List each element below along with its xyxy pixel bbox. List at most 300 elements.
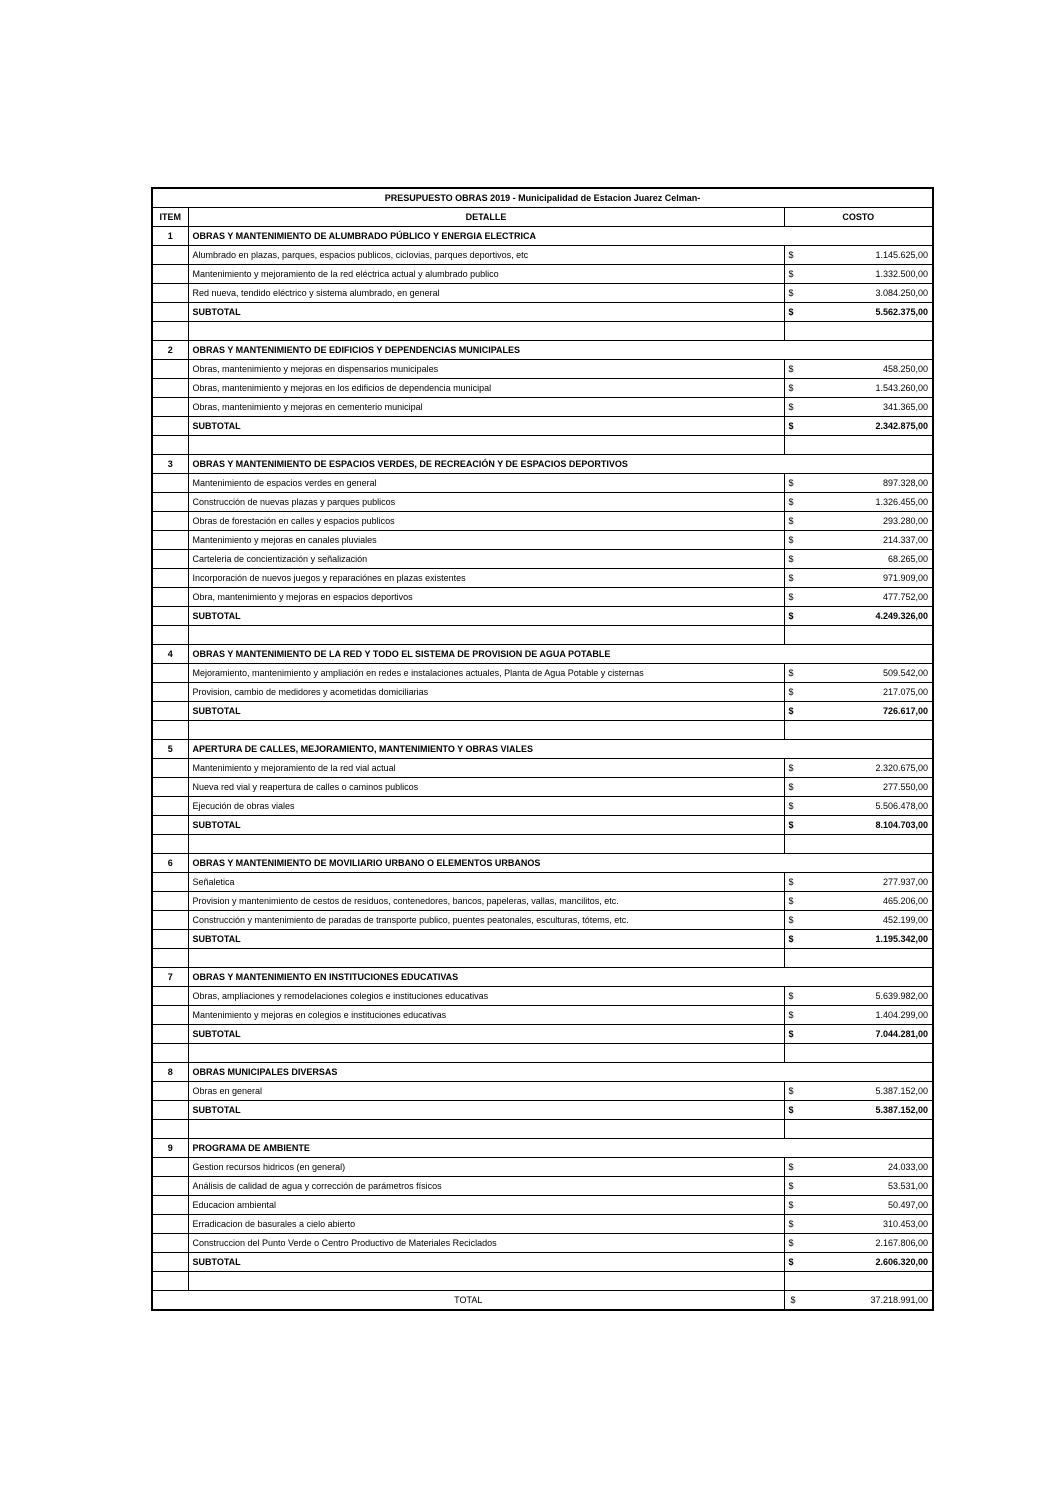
subtotal-cost-value: 7.044.281,00 xyxy=(875,1029,929,1039)
line-item-cost-value: 293.280,00 xyxy=(882,516,929,526)
line-item-detail: Alumbrado en plazas, parques, espacios publicos, ciclovias, parques deportivos, etc xyxy=(188,246,784,265)
line-item-cost-value: 897.328,00 xyxy=(882,478,929,488)
line-item-cost-value: 217.075,00 xyxy=(882,687,929,697)
subtotal-cost-value: 5.387.152,00 xyxy=(875,1105,929,1115)
subtotal-label: SUBTOTAL xyxy=(188,1253,784,1272)
line-item-cost xyxy=(784,664,933,683)
line-item-cost-value: 458.250,00 xyxy=(882,364,929,374)
line-item-cost-value: 214.337,00 xyxy=(882,535,929,545)
total-value: 37.218.991,00 xyxy=(870,1295,929,1305)
spacer-cell xyxy=(784,436,933,455)
line-item-detail: Mantenimiento y mejoras en canales pluviales xyxy=(188,531,784,550)
spacer-row xyxy=(152,626,933,645)
currency-symbol: $ xyxy=(788,1086,794,1096)
line-item-blank xyxy=(152,1177,188,1196)
line-item-cost-value: 24.033,00 xyxy=(887,1162,929,1172)
spacer-cell xyxy=(152,721,188,740)
line-item-row xyxy=(152,683,933,702)
currency-symbol: $ xyxy=(788,250,794,260)
line-item-cost-value: 50.497,00 xyxy=(887,1200,929,1210)
line-item-cost xyxy=(784,987,933,1006)
header-item: ITEM xyxy=(152,208,188,227)
line-item-row xyxy=(152,1234,933,1253)
section-name: OBRAS Y MANTENIMIENTO EN INSTITUCIONES EDUCATIVAS xyxy=(188,968,933,987)
spacer-cell xyxy=(152,1120,188,1139)
line-item-cost xyxy=(784,379,933,398)
line-item-row xyxy=(152,759,933,778)
spacer-cell xyxy=(152,626,188,645)
spacer-row xyxy=(152,835,933,854)
currency-symbol: $ xyxy=(788,706,794,716)
line-item-blank xyxy=(152,512,188,531)
line-item-detail: Erradicacion de basurales a cielo abierto xyxy=(188,1215,784,1234)
spacer-cell xyxy=(784,721,933,740)
spacer-cell xyxy=(152,949,188,968)
line-item-blank xyxy=(152,1234,188,1253)
line-item-detail: Construccion del Punto Verde o Centro Productivo de Materiales Reciclados xyxy=(188,1234,784,1253)
line-item-cost xyxy=(784,246,933,265)
subtotal-cost xyxy=(784,702,933,721)
spacer-cell xyxy=(784,626,933,645)
line-item-cost xyxy=(784,550,933,569)
line-item-blank xyxy=(152,1082,188,1101)
spacer-cell xyxy=(188,1120,784,1139)
section-item-number: 9 xyxy=(152,1139,188,1158)
line-item-cost xyxy=(784,759,933,778)
line-item-detail: Obras, mantenimiento y mejoras en los edificios de dependencia municipal xyxy=(188,379,784,398)
section-name: OBRAS MUNICIPALES DIVERSAS xyxy=(188,1063,933,1082)
line-item-row xyxy=(152,398,933,417)
line-item-cost xyxy=(784,493,933,512)
subtotal-blank xyxy=(152,1025,188,1044)
line-item-blank xyxy=(152,1215,188,1234)
spacer-cell xyxy=(188,626,784,645)
line-item-cost-value: 310.453,00 xyxy=(882,1219,929,1229)
subtotal-row xyxy=(152,303,933,322)
subtotal-cost-value: 2.606.320,00 xyxy=(875,1257,929,1267)
line-item-cost-value: 971.909,00 xyxy=(882,573,929,583)
subtotal-blank xyxy=(152,303,188,322)
line-item-cost-value: 5.387.152,00 xyxy=(875,1086,929,1096)
line-item-cost xyxy=(784,569,933,588)
subtotal-row xyxy=(152,930,933,949)
line-item-cost xyxy=(784,1177,933,1196)
spacer-cell xyxy=(152,1272,188,1291)
subtotal-cost-value: 1.195.342,00 xyxy=(875,934,929,944)
line-item-detail: Red nueva, tendido eléctrico y sistema alumbrado, en general xyxy=(188,284,784,303)
spacer-cell xyxy=(784,1044,933,1063)
line-item-detail: Obra, mantenimiento y mejoras en espacios deportivos xyxy=(188,588,784,607)
currency-symbol: $ xyxy=(788,782,794,792)
currency-symbol: $ xyxy=(788,896,794,906)
subtotal-cost-value: 726.617,00 xyxy=(882,706,929,716)
spacer-row xyxy=(152,1120,933,1139)
line-item-blank xyxy=(152,892,188,911)
currency-symbol: $ xyxy=(788,1162,794,1172)
currency-symbol: $ xyxy=(788,364,794,374)
line-item-detail: Construcción y mantenimiento de paradas de transporte publico, puentes peatonales, esculturas, tótems, etc. xyxy=(188,911,784,930)
line-item-cost xyxy=(784,588,933,607)
currency-symbol: $ xyxy=(788,478,794,488)
title-row xyxy=(152,188,933,208)
currency-symbol: $ xyxy=(788,307,794,317)
budget-table xyxy=(151,187,934,1311)
line-item-detail: Mantenimiento y mejoramiento de la red eléctrica actual y alumbrado publico xyxy=(188,265,784,284)
currency-symbol: $ xyxy=(788,1219,794,1229)
total-cost xyxy=(784,1291,933,1311)
total-row xyxy=(152,1291,933,1311)
currency-symbol: $ xyxy=(788,668,794,678)
section-item-number: 8 xyxy=(152,1063,188,1082)
line-item-cost xyxy=(784,1196,933,1215)
currency-symbol: $ xyxy=(788,516,794,526)
line-item-blank xyxy=(152,778,188,797)
header-detalle: DETALLE xyxy=(188,208,784,227)
line-item-blank xyxy=(152,683,188,702)
line-item-cost xyxy=(784,892,933,911)
line-item-cost xyxy=(784,360,933,379)
line-item-detail: Análisis de calidad de agua y corrección de parámetros físicos xyxy=(188,1177,784,1196)
line-item-cost xyxy=(784,778,933,797)
line-item-cost-value: 3.084.250,00 xyxy=(875,288,929,298)
line-item-blank xyxy=(152,1006,188,1025)
spacer-cell xyxy=(188,1272,784,1291)
line-item-row xyxy=(152,911,933,930)
line-item-cost-value: 1.404.299,00 xyxy=(875,1010,929,1020)
section-header-row xyxy=(152,1139,933,1158)
line-item-row xyxy=(152,873,933,892)
line-item-row xyxy=(152,474,933,493)
spacer-cell xyxy=(188,436,784,455)
line-item-cost-value: 477.752,00 xyxy=(882,592,929,602)
subtotal-row xyxy=(152,607,933,626)
currency-symbol: $ xyxy=(788,1238,794,1248)
total-label: TOTAL xyxy=(152,1291,784,1311)
spacer-cell xyxy=(784,322,933,341)
subtotal-label: SUBTOTAL xyxy=(188,930,784,949)
line-item-blank xyxy=(152,797,188,816)
line-item-cost-value: 1.332.500,00 xyxy=(875,269,929,279)
subtotal-blank xyxy=(152,702,188,721)
line-item-blank xyxy=(152,379,188,398)
section-item-number: 5 xyxy=(152,740,188,759)
section-item-number: 7 xyxy=(152,968,188,987)
currency-symbol: $ xyxy=(788,573,794,583)
line-item-blank xyxy=(152,398,188,417)
section-header-row xyxy=(152,1063,933,1082)
line-item-row xyxy=(152,550,933,569)
line-item-detail: Mantenimiento y mejoramiento de la red vial actual xyxy=(188,759,784,778)
line-item-detail: Construcción de nuevas plazas y parques publicos xyxy=(188,493,784,512)
currency-symbol: $ xyxy=(788,687,794,697)
line-item-detail: Obras en general xyxy=(188,1082,784,1101)
line-item-detail: Educacion ambiental xyxy=(188,1196,784,1215)
currency-symbol: $ xyxy=(788,1257,794,1267)
currency-symbol: $ xyxy=(788,554,794,564)
line-item-detail: Mantenimiento y mejoras en colegios e instituciones educativas xyxy=(188,1006,784,1025)
line-item-cost-value: 1.326.455,00 xyxy=(875,497,929,507)
line-item-cost-value: 465.206,00 xyxy=(882,896,929,906)
currency-symbol: $ xyxy=(788,801,794,811)
currency-symbol: $ xyxy=(788,383,794,393)
section-header-row xyxy=(152,968,933,987)
line-item-detail: Señaletica xyxy=(188,873,784,892)
spacer-row xyxy=(152,949,933,968)
line-item-detail: Obras, mantenimiento y mejoras en cementerio municipal xyxy=(188,398,784,417)
line-item-cost-value: 5.506.478,00 xyxy=(875,801,929,811)
spacer-cell xyxy=(784,949,933,968)
currency-symbol: $ xyxy=(788,535,794,545)
line-item-detail: Provision y mantenimiento de cestos de residuos, contenedores, bancos, papeleras, vallas, mancilitos, etc. xyxy=(188,892,784,911)
subtotal-cost-value: 8.104.703,00 xyxy=(875,820,929,830)
line-item-blank xyxy=(152,1196,188,1215)
currency-symbol: $ xyxy=(788,402,794,412)
section-header-row xyxy=(152,455,933,474)
section-name: OBRAS Y MANTENIMIENTO DE ESPACIOS VERDES, DE RECREACIÓN Y DE ESPACIOS DEPORTIVOS xyxy=(188,455,933,474)
line-item-row xyxy=(152,512,933,531)
spacer-cell xyxy=(188,1044,784,1063)
currency-symbol: $ xyxy=(788,877,794,887)
line-item-row xyxy=(152,664,933,683)
line-item-row xyxy=(152,987,933,1006)
line-item-cost xyxy=(784,1234,933,1253)
line-item-cost-value: 1.543.260,00 xyxy=(875,383,929,393)
line-item-detail: Ejecución de obras viales xyxy=(188,797,784,816)
line-item-blank xyxy=(152,246,188,265)
section-name: APERTURA DE CALLES, MEJORAMIENTO, MANTENIMIENTO Y OBRAS VIALES xyxy=(188,740,933,759)
subtotal-blank xyxy=(152,1101,188,1120)
line-item-blank xyxy=(152,360,188,379)
currency-symbol: $ xyxy=(790,1295,796,1305)
section-item-number: 3 xyxy=(152,455,188,474)
subtotal-cost xyxy=(784,417,933,436)
line-item-blank xyxy=(152,550,188,569)
line-item-blank xyxy=(152,873,188,892)
line-item-blank xyxy=(152,474,188,493)
currency-symbol: $ xyxy=(788,269,794,279)
line-item-detail: Provision, cambio de medidores y acometidas domiciliarias xyxy=(188,683,784,702)
currency-symbol: $ xyxy=(788,991,794,1001)
line-item-cost-value: 277.937,00 xyxy=(882,877,929,887)
header-row xyxy=(152,208,933,227)
spacer-row xyxy=(152,721,933,740)
currency-symbol: $ xyxy=(788,1105,794,1115)
spacer-cell xyxy=(152,436,188,455)
spacer-cell xyxy=(152,322,188,341)
line-item-detail: Mantenimiento de espacios verdes en general xyxy=(188,474,784,493)
line-item-row xyxy=(152,379,933,398)
currency-symbol: $ xyxy=(788,915,794,925)
spacer-row xyxy=(152,436,933,455)
subtotal-blank xyxy=(152,1253,188,1272)
section-name: OBRAS Y MANTENIMIENTO DE LA RED Y TODO EL SISTEMA DE PROVISION DE AGUA POTABLE xyxy=(188,645,933,664)
line-item-cost xyxy=(784,474,933,493)
line-item-detail: Obras, ampliaciones y remodelaciones colegios e instituciones educativas xyxy=(188,987,784,1006)
section-header-row xyxy=(152,740,933,759)
subtotal-blank xyxy=(152,816,188,835)
line-item-cost-value: 2.320.675,00 xyxy=(875,763,929,773)
section-item-number: 1 xyxy=(152,227,188,246)
line-item-cost-value: 277.550,00 xyxy=(882,782,929,792)
spacer-cell xyxy=(188,835,784,854)
spacer-row xyxy=(152,322,933,341)
section-item-number: 4 xyxy=(152,645,188,664)
spacer-cell xyxy=(784,1272,933,1291)
line-item-blank xyxy=(152,1158,188,1177)
currency-symbol: $ xyxy=(788,763,794,773)
line-item-row xyxy=(152,1177,933,1196)
spacer-cell xyxy=(784,835,933,854)
currency-symbol: $ xyxy=(788,1010,794,1020)
section-header-row xyxy=(152,854,933,873)
subtotal-cost-value: 4.249.326,00 xyxy=(875,611,929,621)
subtotal-blank xyxy=(152,417,188,436)
line-item-row xyxy=(152,892,933,911)
currency-symbol: $ xyxy=(788,611,794,621)
subtotal-cost xyxy=(784,1025,933,1044)
subtotal-row xyxy=(152,417,933,436)
line-item-blank xyxy=(152,987,188,1006)
section-name: OBRAS Y MANTENIMIENTO DE MOVILIARIO URBANO O ELEMENTOS URBANOS xyxy=(188,854,933,873)
line-item-blank xyxy=(152,265,188,284)
subtotal-label: SUBTOTAL xyxy=(188,303,784,322)
line-item-cost-value: 452.199,00 xyxy=(882,915,929,925)
line-item-detail: Carteleria de concientización y señalización xyxy=(188,550,784,569)
section-name: OBRAS Y MANTENIMIENTO DE ALUMBRADO PÚBLICO Y ENERGIA ELECTRICA xyxy=(188,227,933,246)
line-item-row xyxy=(152,493,933,512)
section-header-row xyxy=(152,227,933,246)
subtotal-label: SUBTOTAL xyxy=(188,816,784,835)
line-item-row xyxy=(152,265,933,284)
line-item-row xyxy=(152,284,933,303)
line-item-detail: Obras, mantenimiento y mejoras en dispensarios municipales xyxy=(188,360,784,379)
line-item-row xyxy=(152,531,933,550)
subtotal-label: SUBTOTAL xyxy=(188,1101,784,1120)
subtotal-row xyxy=(152,702,933,721)
subtotal-cost xyxy=(784,1101,933,1120)
subtotal-label: SUBTOTAL xyxy=(188,1025,784,1044)
spacer-row xyxy=(152,1044,933,1063)
subtotal-blank xyxy=(152,930,188,949)
line-item-row xyxy=(152,588,933,607)
line-item-cost xyxy=(784,1215,933,1234)
line-item-row xyxy=(152,246,933,265)
section-header-row xyxy=(152,645,933,664)
line-item-cost xyxy=(784,531,933,550)
document-title: PRESUPUESTO OBRAS 2019 - Municipalidad de Estacion Juarez Celman- xyxy=(152,188,933,208)
line-item-detail: Nueva red vial y reapertura de calles o caminos publicos xyxy=(188,778,784,797)
section-item-number: 2 xyxy=(152,341,188,360)
line-item-cost xyxy=(784,683,933,702)
subtotal-cost xyxy=(784,1253,933,1272)
line-item-cost xyxy=(784,1006,933,1025)
line-item-row xyxy=(152,797,933,816)
subtotal-row xyxy=(152,1101,933,1120)
subtotal-cost xyxy=(784,607,933,626)
line-item-blank xyxy=(152,759,188,778)
line-item-cost-value: 2.167.806,00 xyxy=(875,1238,929,1248)
line-item-cost-value: 341.365,00 xyxy=(882,402,929,412)
spacer-cell xyxy=(188,322,784,341)
line-item-cost xyxy=(784,512,933,531)
section-item-number: 6 xyxy=(152,854,188,873)
subtotal-label: SUBTOTAL xyxy=(188,607,784,626)
section-header-row xyxy=(152,341,933,360)
spacer-cell xyxy=(188,721,784,740)
line-item-cost xyxy=(784,873,933,892)
line-item-row xyxy=(152,569,933,588)
subtotal-row xyxy=(152,816,933,835)
spacer-cell xyxy=(188,949,784,968)
spacer-row xyxy=(152,1272,933,1291)
line-item-blank xyxy=(152,531,188,550)
spacer-cell xyxy=(152,835,188,854)
line-item-detail: Obras de forestación en calles y espacios publicos xyxy=(188,512,784,531)
line-item-cost xyxy=(784,911,933,930)
subtotal-cost-value: 2.342.875,00 xyxy=(875,421,929,431)
line-item-row xyxy=(152,360,933,379)
currency-symbol: $ xyxy=(788,421,794,431)
line-item-blank xyxy=(152,911,188,930)
line-item-blank xyxy=(152,284,188,303)
subtotal-blank xyxy=(152,607,188,626)
line-item-row xyxy=(152,1196,933,1215)
line-item-cost xyxy=(784,797,933,816)
currency-symbol: $ xyxy=(788,1200,794,1210)
line-item-cost-value: 1.145.625,00 xyxy=(875,250,929,260)
line-item-cost-value: 5.639.982,00 xyxy=(875,991,929,1001)
subtotal-cost xyxy=(784,816,933,835)
line-item-row xyxy=(152,1215,933,1234)
header-costo: COSTO xyxy=(784,208,933,227)
subtotal-cost xyxy=(784,930,933,949)
line-item-detail: Gestion recursos hidricos (en general) xyxy=(188,1158,784,1177)
line-item-cost xyxy=(784,1158,933,1177)
line-item-blank xyxy=(152,588,188,607)
currency-symbol: $ xyxy=(788,497,794,507)
spacer-cell xyxy=(784,1120,933,1139)
currency-symbol: $ xyxy=(788,288,794,298)
currency-symbol: $ xyxy=(788,1029,794,1039)
section-name: OBRAS Y MANTENIMIENTO DE EDIFICIOS Y DEPENDENCIAS MUNICIPALES xyxy=(188,341,933,360)
subtotal-row xyxy=(152,1025,933,1044)
subtotal-label: SUBTOTAL xyxy=(188,417,784,436)
line-item-cost-value: 68.265,00 xyxy=(887,554,929,564)
line-item-row xyxy=(152,1082,933,1101)
line-item-blank xyxy=(152,664,188,683)
line-item-cost-value: 509.542,00 xyxy=(882,668,929,678)
currency-symbol: $ xyxy=(788,820,794,830)
line-item-blank xyxy=(152,569,188,588)
subtotal-row xyxy=(152,1253,933,1272)
line-item-blank xyxy=(152,493,188,512)
line-item-row xyxy=(152,778,933,797)
currency-symbol: $ xyxy=(788,592,794,602)
line-item-row xyxy=(152,1158,933,1177)
line-item-cost xyxy=(784,398,933,417)
line-item-cost-value: 53.531,00 xyxy=(887,1181,929,1191)
line-item-detail: Mejoramiento, mantenimiento y ampliación en redes e instalaciones actuales, Planta de Agua Potable y cisternas xyxy=(188,664,784,683)
line-item-cost xyxy=(784,284,933,303)
line-item-row xyxy=(152,1006,933,1025)
subtotal-cost xyxy=(784,303,933,322)
line-item-detail: Incorporación de nuevos juegos y reparaciónes en plazas existentes xyxy=(188,569,784,588)
subtotal-label: SUBTOTAL xyxy=(188,702,784,721)
line-item-cost xyxy=(784,265,933,284)
currency-symbol: $ xyxy=(788,934,794,944)
currency-symbol: $ xyxy=(788,1181,794,1191)
spacer-cell xyxy=(152,1044,188,1063)
